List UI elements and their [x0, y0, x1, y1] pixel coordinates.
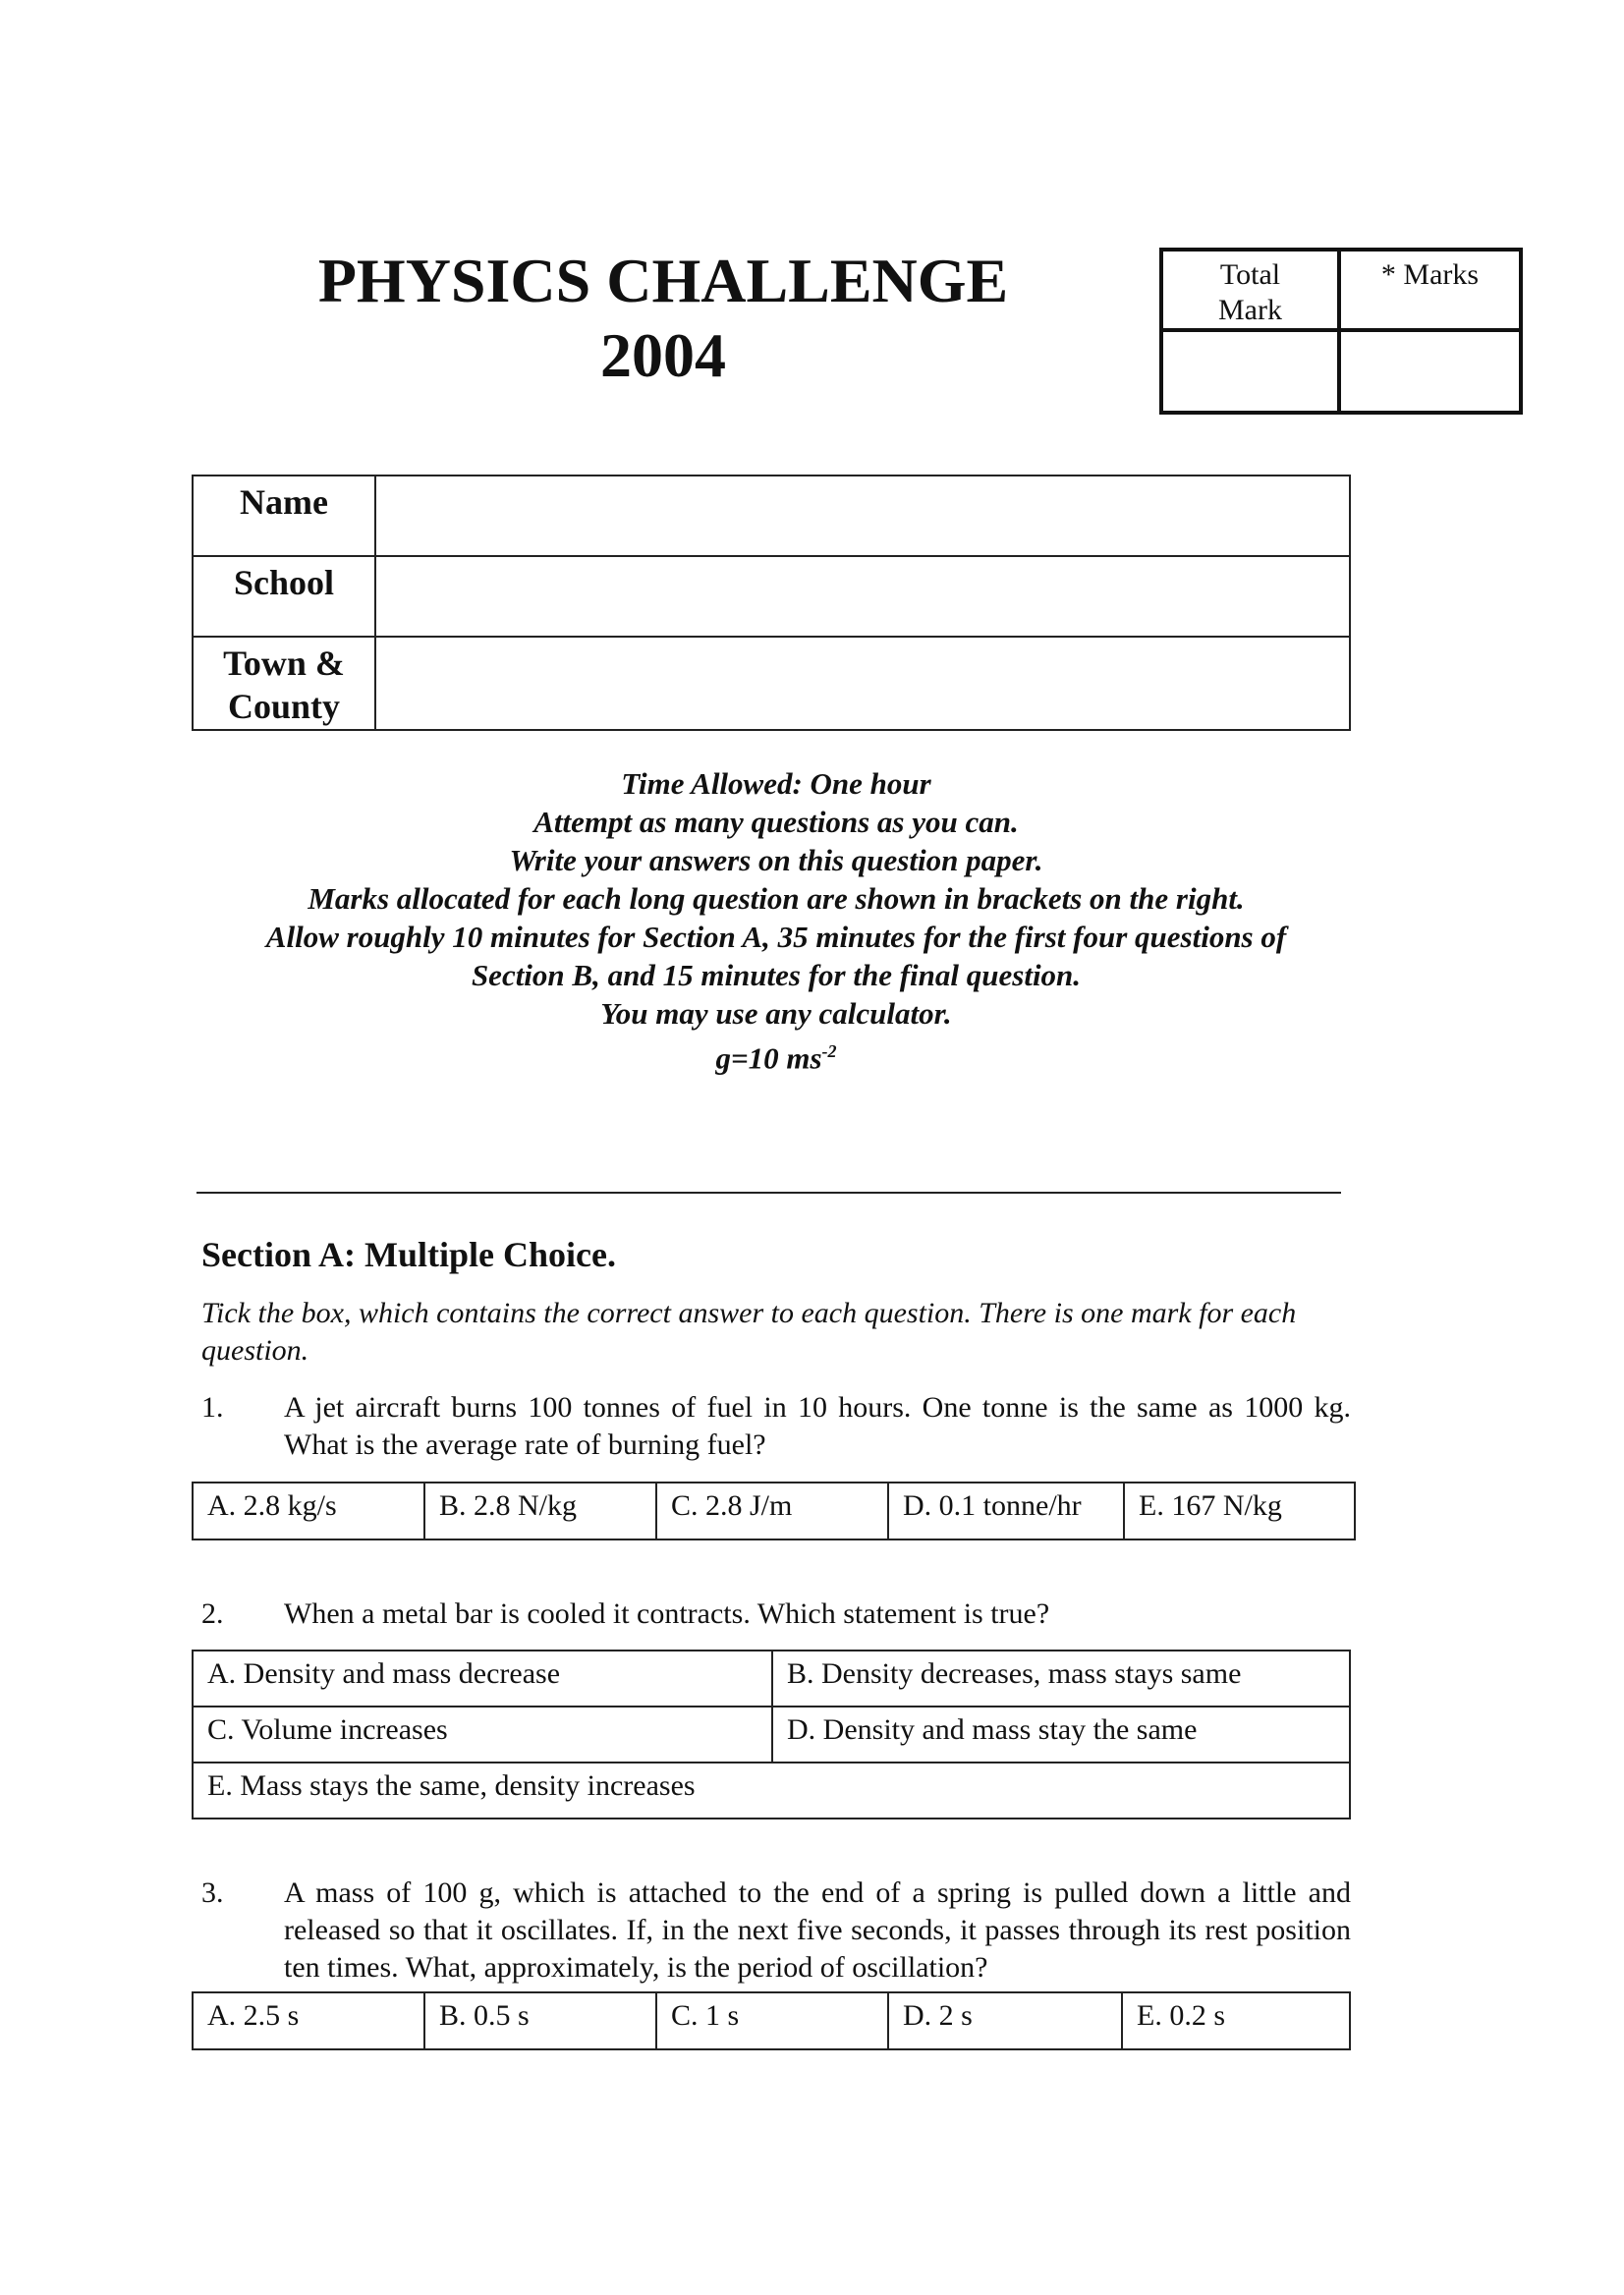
option-a[interactable]: A. 2.5 s [193, 1992, 424, 2049]
town-county-label: Town & County [193, 637, 375, 730]
option-e[interactable]: E. Mass stays the same, density increases [193, 1763, 1350, 1819]
question-1 [201, 1389, 1351, 1464]
option-d[interactable]: D. Density and mass stay the same [772, 1707, 1350, 1763]
question-2 [201, 1595, 1351, 1633]
instruction-line: Allow roughly 10 minutes for Section A, 35 minutes for the first four questions of [265, 920, 1287, 954]
question-1-options [192, 1482, 1356, 1540]
marks-box [1159, 248, 1523, 415]
details-row-town-county [193, 637, 1350, 730]
option-a[interactable]: A. 2.8 kg/s [193, 1483, 424, 1539]
option-b[interactable]: B. 0.5 s [424, 1992, 656, 2049]
instruction-line: Attempt as many questions as you can. [533, 805, 1019, 839]
instruction-line: You may use any calculator. [600, 996, 952, 1031]
details-row-school [193, 556, 1350, 637]
total-mark-field[interactable] [1163, 332, 1341, 411]
question-2-options [192, 1650, 1351, 1819]
option-e[interactable]: E. 0.2 s [1122, 1992, 1350, 2049]
details-row-name [193, 476, 1350, 556]
option-e[interactable]: E. 167 N/kg [1124, 1483, 1355, 1539]
section-a-instructions: Tick the box, which contains the correct answer to each question. There is one mark for each question. [201, 1297, 1297, 1367]
name-label: Name [193, 476, 375, 556]
section-divider [196, 1192, 1341, 1194]
question-number: 2. [201, 1597, 224, 1630]
name-field[interactable] [375, 476, 1350, 556]
asterisk-marks-field[interactable] [1341, 332, 1519, 411]
option-c[interactable]: C. Volume increases [193, 1707, 772, 1763]
option-b[interactable]: B. Density decreases, mass stays same [772, 1651, 1350, 1707]
instruction-line: Marks allocated for each long question are shown in brackets on the right. [308, 881, 1245, 916]
title-line-1: PHYSICS CHALLENGE [317, 246, 1009, 315]
question-3-options [192, 1991, 1351, 2050]
option-d[interactable]: D. 0.1 tonne/hr [888, 1483, 1124, 1539]
instruction-line: Write your answers on this question paper. [509, 843, 1043, 877]
option-d[interactable]: D. 2 s [888, 1992, 1122, 2049]
instruction-line: Time Allowed: One hour [621, 766, 931, 801]
title-year: 2004 [600, 320, 726, 390]
instruction-line: Section B, and 15 minutes for the final question. [471, 958, 1082, 992]
question-text: A mass of 100 g, which is attached to the end of a spring is pulled down a little and released so that it oscillates. If, in the next five seconds, it passes through its rest position ten times. What, approximately, is the period of oscillation? [284, 1876, 1351, 1984]
option-b[interactable]: B. 2.8 N/kg [424, 1483, 656, 1539]
exam-instructions [196, 764, 1356, 1077]
option-c[interactable]: C. 1 s [656, 1992, 888, 2049]
option-c[interactable]: C. 2.8 J/m [656, 1483, 888, 1539]
student-details-form [192, 475, 1351, 731]
question-number: 3. [201, 1876, 224, 1909]
option-a[interactable]: A. Density and mass decrease [193, 1651, 772, 1707]
question-3 [201, 1875, 1351, 1987]
asterisk-marks-header: * Marks [1341, 252, 1519, 332]
gravity-constant: g=10 $ms^{-2}$ [715, 1040, 837, 1076]
school-field[interactable] [375, 556, 1350, 637]
section-a-heading: Section A: Multiple Choice. [201, 1235, 616, 1274]
town-county-field[interactable] [375, 637, 1350, 730]
page-title [275, 244, 1051, 393]
total-mark-header: Total Mark [1163, 252, 1341, 332]
school-label: School [193, 556, 375, 637]
question-number: 1. [201, 1391, 224, 1424]
question-text: When a metal bar is cooled it contracts. Which statement is true? [284, 1597, 1050, 1630]
question-text: A jet aircraft burns 100 tonnes of fuel in 10 hours. One tonne is the same as 1000 kg. What is the average rate of burning fuel? [284, 1391, 1351, 1461]
